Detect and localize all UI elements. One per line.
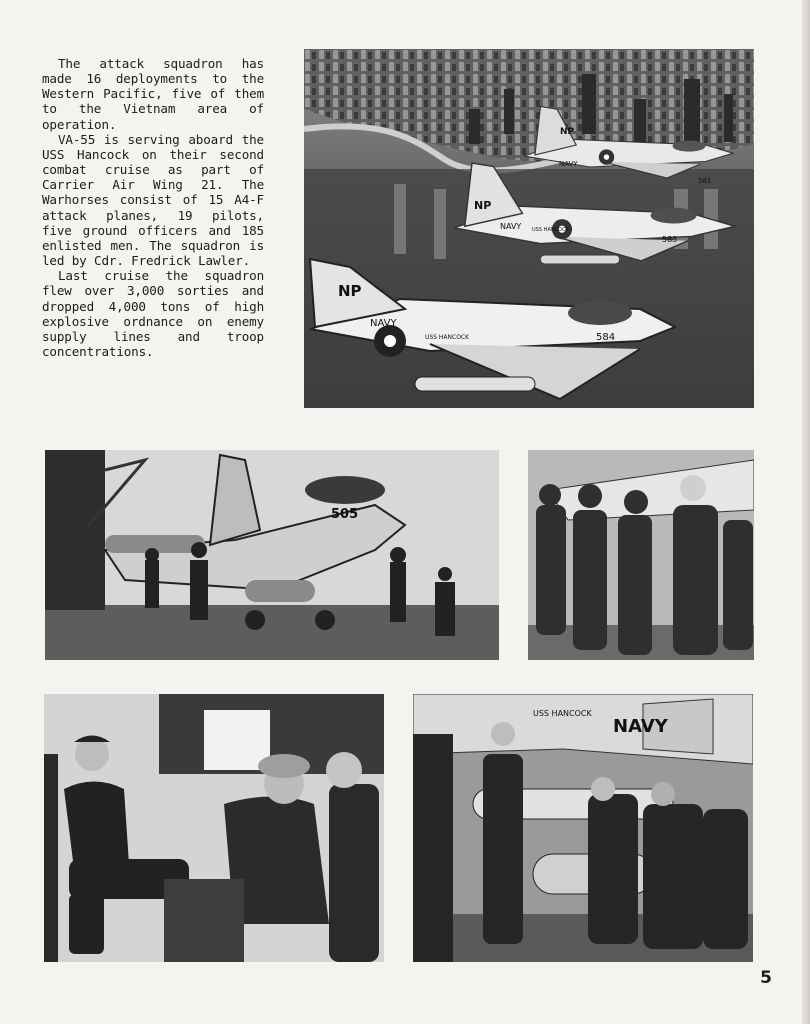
article-text xyxy=(42,56,264,359)
plane-3-tail: NP xyxy=(560,127,575,137)
photo-pilots-on-deck xyxy=(528,450,754,660)
photo-ordnance-loading xyxy=(413,694,753,962)
plane-2-ship: USS HANCOCK xyxy=(532,227,569,233)
plane-1-nose: 584 xyxy=(596,332,616,343)
paragraph-last-cruise: Last cruise the squadron flew over 3,000 sorties and dropped 4,000 tons of high explosive ordnance on enemy supply lines and troop concentrations. xyxy=(42,268,264,359)
photo-carrier-deck xyxy=(45,450,499,660)
plane-1-navy: NAVY xyxy=(370,318,397,329)
plane-1-ship: USS HANCOCK xyxy=(425,334,470,341)
page-edge xyxy=(802,0,810,1024)
formation-photo-art xyxy=(304,49,754,408)
ordnance-ship: USS HANCOCK xyxy=(533,709,592,718)
page-number: 5 xyxy=(760,968,772,988)
ready-room-photo-art xyxy=(44,694,384,962)
deck-plane-nose: 505 xyxy=(331,507,359,522)
plane-2-nose: 583 xyxy=(662,235,678,244)
plane-2-navy: NAVY xyxy=(500,222,522,231)
ordnance-photo-art xyxy=(413,694,753,962)
deck-photo-art xyxy=(45,450,499,660)
paragraph-deployments: The attack squadron has made 16 deployments to the Western Pacific, five of them to the Vietnam area of operation. xyxy=(42,56,264,132)
plane-3-navy: NAVY xyxy=(559,160,578,168)
pilots-photo-art xyxy=(528,450,754,660)
plane-3-nose: 581 xyxy=(698,177,712,185)
photo-formation-flight xyxy=(304,49,754,408)
plane-2-tail: NP xyxy=(474,199,492,212)
photo-ready-room xyxy=(44,694,384,962)
plane-1-tail: NP xyxy=(338,282,362,300)
ordnance-navy: NAVY xyxy=(613,716,668,737)
paragraph-hancock: VA-55 is serving aboard the USS Hancock on their second combat cruise as part of Carrier Air Wing 21. The Warhorses consist of 15 A4-F attack planes, 19 pilots, five ground officers and 185 enlisted men. The squadron is led by Cdr. Fredrick Lawler. xyxy=(42,131,264,269)
